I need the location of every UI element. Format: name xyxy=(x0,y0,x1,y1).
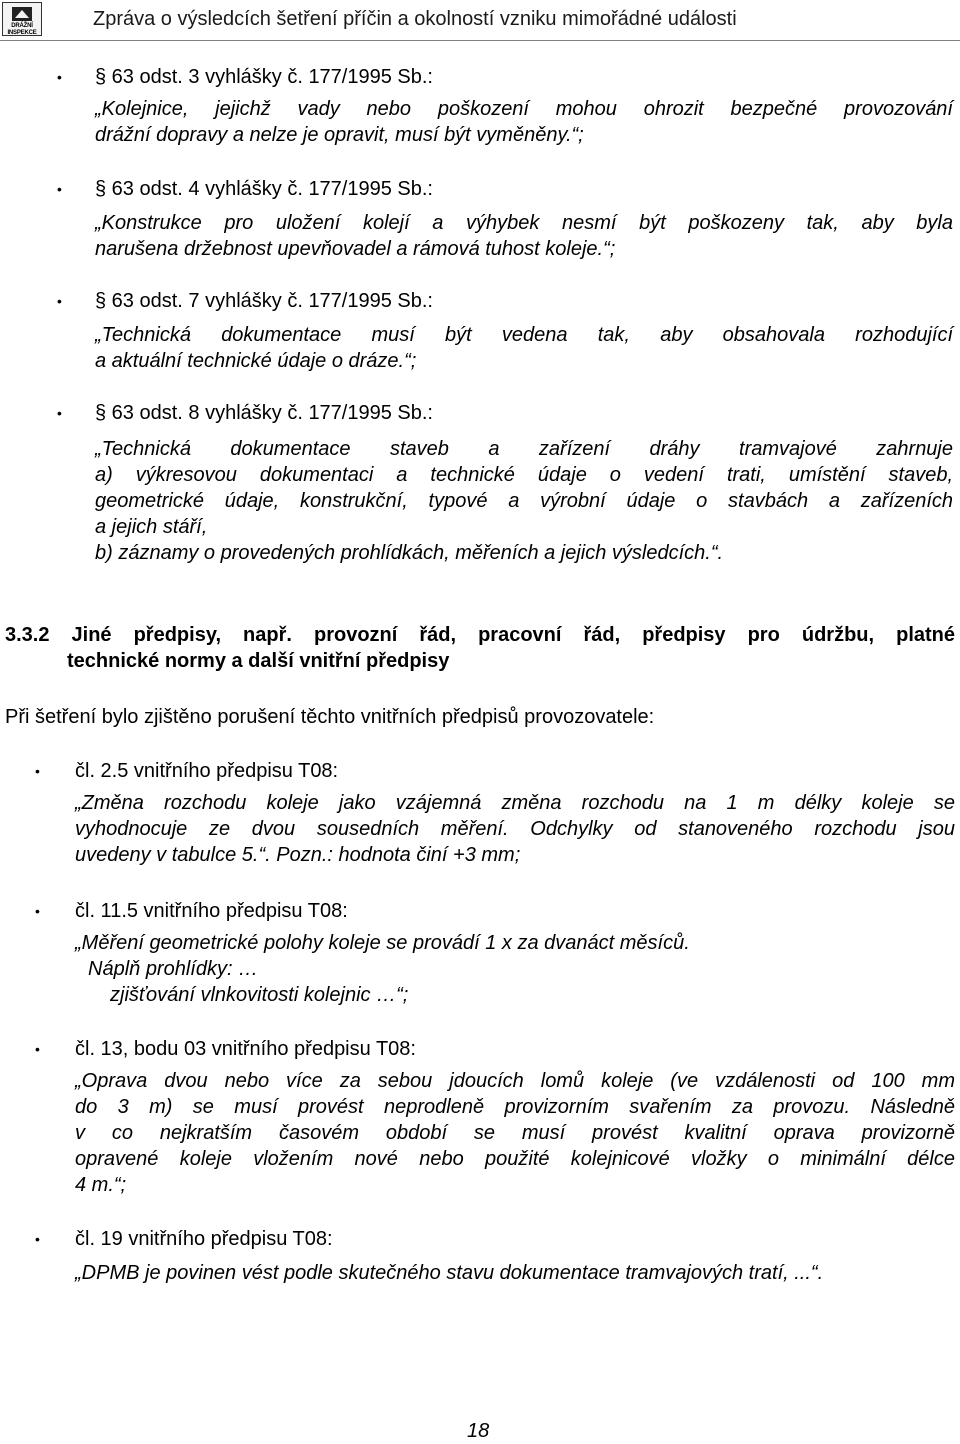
section-intro: Při šetření bylo zjištěno porušení těchto vnitřních předpisů provozovatele: xyxy=(5,706,655,728)
predpis-quote-1-line2: vyhodnocuje ze dvou sousedních měření. Odchylky od stanoveného rozchodu jsou xyxy=(75,818,955,840)
logo-text-line1: DRÁŽNÍ xyxy=(11,23,33,29)
bullet-icon: • xyxy=(57,69,62,85)
vyhlaska-quote-1-line2: drážní dopravy a nelze je opravit, musí být vyměněny.“; xyxy=(95,124,584,146)
bullet-icon: • xyxy=(57,293,62,309)
vyhlaska-quote-4-line4: a jejich stáří, xyxy=(95,516,208,538)
vyhlaska-quote-4-line1: „Technická dokumentace staveb a zařízení dráhy tramvajové zahrnuje xyxy=(95,438,953,460)
vyhlaska-ref-2: § 63 odst. 4 vyhlášky č. 177/1995 Sb.: xyxy=(95,178,433,200)
bullet-icon: • xyxy=(35,763,40,779)
predpis-quote-3-line4: opravené koleje vložením nové nebo použité kolejnicové vložky o minimální délce xyxy=(75,1148,955,1170)
bullet-icon: • xyxy=(57,181,62,197)
section-heading-line2: technické normy a další vnitřní předpisy xyxy=(67,650,450,672)
vyhlaska-quote-1-line1: „Kolejnice, jejichž vady nebo poškození mohou ohrozit bezpečné provozování xyxy=(95,98,953,120)
page-header xyxy=(0,0,960,40)
header-divider xyxy=(0,40,960,41)
predpis-ref-3: čl. 13, bodu 03 vnitřního předpisu T08: xyxy=(75,1038,416,1060)
bullet-icon: • xyxy=(35,903,40,919)
predpis-quote-1-line1: „Změna rozchodu koleje jako vzájemná změna rozchodu na 1 m délky koleje se xyxy=(75,792,955,814)
vyhlaska-quote-3-line2: a aktuální technické údaje o dráze.“; xyxy=(95,350,417,372)
vyhlaska-quote-4-line5: b) záznamy o provedených prohlídkách, měřeních a jejich výsledcích.“. xyxy=(95,542,724,564)
predpis-quote-4-line1: „DPMB je povinen vést podle skutečného stavu dokumentace tramvajových tratí, ...“. xyxy=(75,1262,824,1284)
vyhlaska-ref-3: § 63 odst. 7 vyhlášky č. 177/1995 Sb.: xyxy=(95,290,433,312)
logo-text-line2: INSPEKCE xyxy=(7,30,37,36)
vyhlaska-quote-3-line1: „Technická dokumentace musí být vedena tak, aby obsahovala rozhodující xyxy=(95,324,953,346)
bullet-icon: • xyxy=(57,405,62,421)
predpis-quote-2-line3: zjišťování vlnkovitosti kolejnic …“; xyxy=(110,984,409,1006)
predpis-quote-3-line5: 4 m.“; xyxy=(75,1174,127,1196)
page-number: 18 xyxy=(467,1420,490,1442)
predpis-ref-2: čl. 11.5 vnitřního předpisu T08: xyxy=(75,900,348,922)
predpis-quote-3-line1: „Oprava dvou nebo více za sebou jdoucích lomů koleje (ve vzdálenosti od 100 mm xyxy=(75,1070,955,1092)
vyhlaska-quote-2-line2: narušena držebnost upevňovadel a rámová tuhost koleje.“; xyxy=(95,238,616,260)
vyhlaska-ref-1: § 63 odst. 3 vyhlášky č. 177/1995 Sb.: xyxy=(95,66,433,88)
vyhlaska-ref-4: § 63 odst. 8 vyhlášky č. 177/1995 Sb.: xyxy=(95,402,433,424)
predpis-ref-1: čl. 2.5 vnitřního předpisu T08: xyxy=(75,760,339,782)
predpis-quote-2-line1: „Měření geometrické polohy koleje se provádí 1 x za dvanáct měsíců. xyxy=(75,932,690,954)
vyhlaska-quote-4-line3: geometrické údaje, konstrukční, typové a výrobní údaje o stavbách a zařízeních xyxy=(95,490,953,512)
bullet-icon: • xyxy=(35,1231,40,1247)
predpis-quote-2-line2: Náplň prohlídky: … xyxy=(88,958,259,980)
drazni-inspekce-logo xyxy=(2,2,42,36)
document-title: Zpráva o výsledcích šetření příčin a okolností vzniku mimořádné události xyxy=(93,8,737,30)
vyhlaska-quote-2-line1: „Konstrukce pro uložení kolejí a výhybek nesmí být poškozeny tak, aby byla xyxy=(95,212,953,234)
predpis-ref-4: čl. 19 vnitřního předpisu T08: xyxy=(75,1228,333,1250)
vyhlaska-quote-4-line2: a) výkresovou dokumentaci a technické údaje o vedení trati, umístění staveb, xyxy=(95,464,953,486)
logo-emblem-icon xyxy=(12,7,32,21)
predpis-quote-1-line3: uvedeny v tabulce 5.“. Pozn.: hodnota činí +3 mm; xyxy=(75,844,521,866)
predpis-quote-3-line3: v co nejkratším časovém období se musí provést kvalitní oprava provizorně xyxy=(75,1122,955,1144)
section-heading-line1: 3.3.2 Jiné předpisy, např. provozní řád, pracovní řád, předpisy pro údržbu, platné xyxy=(5,624,955,646)
bullet-icon: • xyxy=(35,1041,40,1057)
predpis-quote-3-line2: do 3 m) se musí provést neprodleně provizorním svařením za provozu. Následně xyxy=(75,1096,955,1118)
